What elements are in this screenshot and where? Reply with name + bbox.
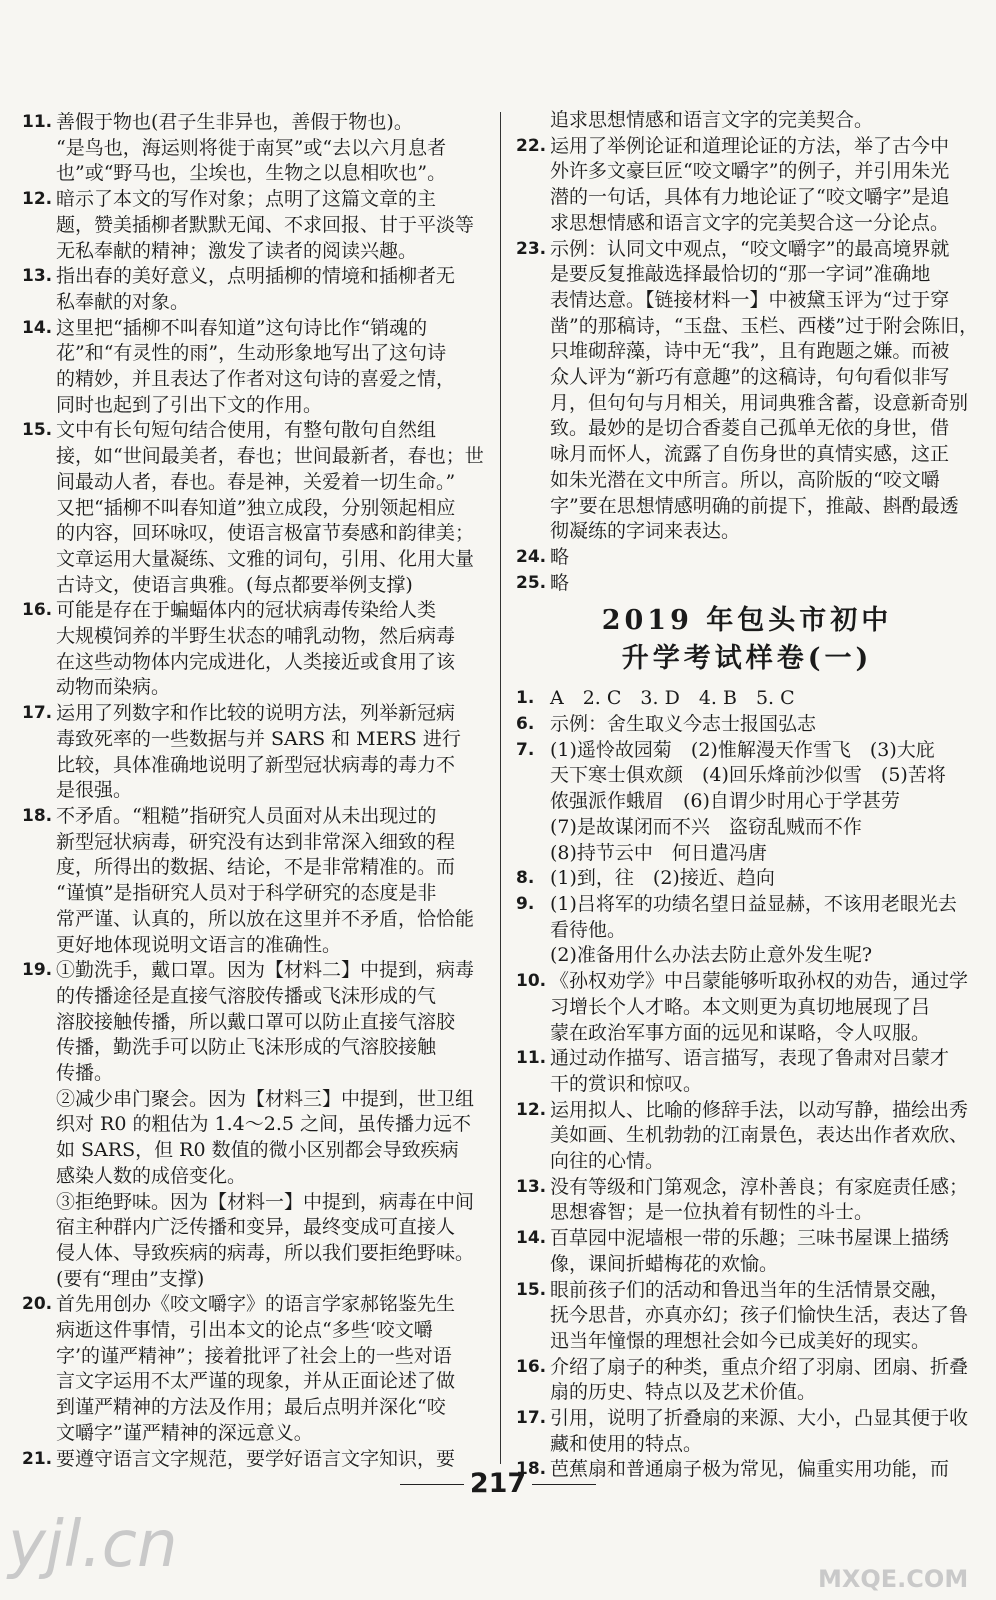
answer-line: 新型冠状病毒，研究没有达到非常深入细致的程: [56, 830, 456, 853]
answers-previous-section: [516, 108, 978, 596]
answer-number: 14.: [22, 317, 53, 338]
answer-item: [22, 701, 484, 804]
answer-number: 10.: [516, 971, 547, 992]
answer-line: 像，课间折蜡梅花的欢愉。: [550, 1252, 779, 1275]
answer-line: 文章运用大量凝练、文雅的词句，引用、化用大量: [56, 547, 475, 570]
answer-number: 12.: [516, 1099, 547, 1120]
answer-line: 是要反复推敲选择最恰切的“那一字词”准确地: [550, 263, 931, 286]
answer-item: [516, 866, 978, 892]
answer-number: 23.: [516, 238, 547, 259]
answer-line: 要遵守语言文字规范，要学好语言文字知识，要: [56, 1447, 456, 1470]
answer-line: 咏月而怀人，流露了自伤身世的真情实感，这正: [550, 443, 950, 466]
answer-number: 20.: [22, 1294, 53, 1315]
answer-line: 私奉献的对象。: [56, 290, 190, 313]
answers-new-section: [516, 686, 978, 1483]
answer-item: [516, 1046, 978, 1097]
answer-line: 题，赞美插柳者默默无闻、不求回报、甘于平淡等: [56, 213, 475, 236]
answer-line: 引用，说明了折叠扇的来源、大小，凸显其便于收: [550, 1407, 969, 1430]
answer-item: [516, 686, 978, 712]
answer-line: 大规模饲养的半野生状态的哺乳动物，然后病毒: [56, 625, 456, 648]
answer-line: 这里把“插柳不叫春知道”这句诗比作“销魂的: [56, 316, 428, 339]
answer-line: 向往的心情。: [550, 1150, 665, 1173]
answer-line: 百草园中泥墙根一带的乐趣；三味书屋课上描绣: [550, 1227, 950, 1250]
answer-number: 22.: [516, 135, 547, 156]
answer-line: 更好地体现说明文语言的准确性。: [56, 933, 342, 956]
answer-line: 的传播途径是直接气溶胶传播或飞沫形成的气: [56, 984, 437, 1007]
answer-line: 文中有长句短句结合使用，有整句散句自然组: [56, 419, 437, 442]
answer-number: 25.: [516, 572, 547, 593]
answer-number: 12.: [22, 189, 53, 210]
answer-number: 7.: [516, 739, 535, 760]
answer-line: 指出春的美好意义，点明插柳的情境和插柳者无: [56, 265, 456, 288]
answer-line: 是很强。: [56, 779, 133, 802]
answer-line: ③拒绝野味。因为【材料一】中提到，病毒在中间: [56, 1190, 475, 1213]
answer-line: 干的赏识和惊叹。: [550, 1072, 703, 1095]
answer-line: 的内容，回环咏叹，使语言极富节奏感和韵律美；: [56, 522, 475, 545]
answer-item: [516, 134, 978, 237]
answer-line: 致。最妙的是切合香菱自己孤单无依的身世，借: [550, 417, 950, 440]
answer-line: 无私奉献的精神；激发了读者的阅读兴趣。: [56, 239, 418, 262]
answer-item: [516, 1278, 978, 1355]
answer-line: 可能是存在于蝙蝠体内的冠状病毒传染给人类: [56, 599, 437, 622]
right-column: [516, 108, 978, 1483]
answer-line: 表情达意。【链接材料一】中被黛玉评为“过于穿: [550, 288, 950, 311]
answer-line: 接，如“世间最美者，春也；世间最新者，春也；世: [56, 445, 484, 468]
answer-number: 16.: [22, 600, 53, 621]
footer-rule-right: [532, 1484, 596, 1485]
answer-line: 芭蕉扇和普通扇子极为常见，偏重实用功能，而: [550, 1458, 950, 1481]
answer-item: [516, 571, 978, 597]
answer-line: “是鸟也，海运则将徙于南冥”或“去以六月息者: [56, 136, 447, 159]
answer-item: [516, 969, 978, 1046]
watermark-right: MXQE.COM: [818, 1565, 969, 1593]
answer-line: 潜的一句话，具体有力地论证了“咬文嚼字”是追: [550, 186, 950, 209]
answer-line: 间最动人者，春也。春是神，关爱着一切生命。”: [56, 470, 456, 493]
answer-number: 21.: [22, 1448, 53, 1469]
answer-number: 15.: [516, 1279, 547, 1300]
answer-item: [516, 237, 978, 545]
answer-line: 侬强派作蛾眉 (6)自谓少时用心于学甚劳: [550, 790, 900, 813]
answer-number: 16.: [516, 1356, 547, 1377]
answer-line: 花”和“有灵性的雨”，生动形象地写出了这句诗: [56, 342, 447, 365]
answer-line: 凿”的那稿诗，“玉盘、玉栏、西楼”过于附会陈旧，: [550, 314, 979, 337]
answer-number: 14.: [516, 1228, 547, 1249]
section-title-line-1: 2019 年包头市初中: [601, 605, 893, 637]
answer-item: [516, 1175, 978, 1226]
answer-number: 17.: [22, 703, 53, 724]
answer-number: 11.: [516, 1048, 547, 1069]
answer-line: 善假于物也(君子生非异也，善假于物也)。: [56, 111, 413, 133]
answer-line: 求思想情感和语言文字的完美契合这一分论点。: [550, 211, 950, 234]
answer-item: [516, 892, 978, 969]
answer-line: 迅当年憧憬的理想社会如今已成美好的现实。: [550, 1329, 931, 1352]
answer-line: ①勤洗手，戴口罩。因为【材料二】中提到，病毒: [56, 959, 475, 982]
answer-line: 抚今思昔，亦真亦幻；孩子们愉快生活，表达了鲁: [550, 1304, 969, 1327]
answer-item: [22, 958, 484, 1292]
answer-number: 13.: [516, 1176, 547, 1197]
answer-item: [516, 738, 978, 867]
answer-line: 天下寒士俱欢颜 (4)回乐烽前沙似雪 (5)苦将: [550, 764, 946, 787]
answer-line: 织对 R0 的粗估为 1.4～2.5 之间，虽传播力远不: [56, 1113, 471, 1136]
answer-line: 动物而染病。: [56, 676, 171, 699]
answer-line: 蒙在政治军事方面的远见和谋略，令人叹服。: [550, 1021, 931, 1044]
answer-line: 侵人体、导致疾病的病毒，所以我们要拒绝野味。: [56, 1241, 475, 1264]
answer-item: [22, 316, 484, 419]
answer-item: [22, 187, 484, 264]
answer-line: 略: [550, 571, 570, 594]
answer-line: 不矛盾。“粗糙”指研究人员面对从未出现过的: [56, 804, 437, 827]
section-title: [516, 602, 978, 678]
column-divider: [500, 112, 501, 1464]
answer-line: 运用了列数字和作比较的说明方法，列举新冠病: [56, 702, 456, 725]
answer-line: (7)是故谋闭而不兴 盗窃乱贼而不作: [550, 815, 862, 838]
answer-item: [22, 110, 484, 187]
answer-number: 15.: [22, 420, 53, 441]
answer-number: 8.: [516, 868, 535, 889]
answer-item: [516, 1406, 978, 1457]
answer-line: (1)遥怜故园菊 (2)惟解漫天作雪飞 (3)大庇: [550, 738, 935, 761]
answer-line: 宿主种群内广泛传播和变异，最终变成可直接人: [56, 1216, 456, 1239]
answer-line: 介绍了扇子的种类，重点介绍了羽扇、团扇、折叠: [550, 1355, 969, 1378]
answer-number: 11.: [22, 112, 53, 132]
answer-line: 略: [550, 545, 570, 568]
answer-line: 扇的历史、特点以及艺术价值。: [550, 1381, 817, 1404]
answer-item: [516, 1355, 978, 1406]
answer-item: [22, 598, 484, 701]
answer-line: 到谨严精神的方法及作用；最后点明并深化“咬: [56, 1396, 446, 1419]
answer-line: 如朱光潜在文中所言。所以，高阶版的“咬文嚼: [550, 468, 940, 491]
page-number: 217: [469, 1468, 527, 1499]
answer-line: 习增长个人才略。本文则更为真切地展现了吕: [550, 995, 931, 1018]
answer-line: 字’的谨严精神”；接着批评了社会上的一些对语: [56, 1344, 452, 1367]
answer-line: 在这些动物体内完成进化，人类接近或食用了该: [56, 650, 456, 673]
answer-line: 示例：认同文中观点，“咬文嚼字”的最高境界就: [550, 237, 950, 260]
answer-line: 言文字运用不太严谨的现象，并从正面论述了做: [56, 1370, 456, 1393]
answer-line: 思想睿智；是一位执着有韧性的斗士。: [550, 1201, 874, 1224]
answer-line: 眼前孩子们的活动和鲁迅当年的生活情景交融，: [550, 1278, 950, 1301]
answer-line: 示例：舍生取义今志士报国弘志: [550, 713, 817, 736]
answer-line: 度，所得出的数据、结论，不是非常精准的。而: [56, 856, 456, 879]
answer-number: 1.: [516, 688, 535, 709]
answer-line: ②减少串门聚会。因为【材料三】中提到，世卫组: [56, 1087, 475, 1110]
answer-line: 首先用创办《咬文嚼字》的语言学家郝铭鉴先生: [56, 1293, 456, 1316]
answer-number: 19.: [22, 960, 53, 981]
answer-line: 运用拟人、比喻的修辞手法，以动写静，描绘出秀: [550, 1098, 969, 1121]
answer-line: (2)准备用什么办法去防止意外发生呢?: [550, 944, 873, 967]
answer-item: [22, 418, 484, 598]
section-title-line-2: 升学考试样卷(一): [621, 643, 873, 675]
answer-line: 只堆砌辞藻，诗中无“我”，且有跑题之嫌。而被: [550, 340, 950, 363]
answer-line: (1)吕将军的功绩名望日益显赫，不该用老眼光去: [550, 892, 957, 915]
answer-item: [516, 1226, 978, 1277]
answer-line: 古诗文，使语言典雅。(每点都要举例支撑): [56, 573, 413, 596]
answer-number: 13.: [22, 266, 53, 287]
answer-line: 又把“插柳不叫春知道”独立成段，分别领起相应: [56, 496, 456, 519]
answer-line: 通过动作描写、语言描写，表现了鲁肃对吕蒙才: [550, 1047, 950, 1070]
answer-line: 常严谨、认真的，所以放在这里并不矛盾，恰恰能: [56, 907, 475, 930]
answer-line: 也”或“野马也，尘埃也，生物之以息相吹也”。: [56, 162, 447, 185]
answer-line: “谨慎”是指研究人员对于科学研究的态度是非: [56, 882, 437, 905]
answer-line: 传播，勤洗手可以防止飞沫形成的气溶胶接触: [56, 1036, 437, 1059]
answer-line: (8)持节云中 何日遣冯唐: [550, 841, 767, 864]
answer-line: 文嚼字”谨严精神的深远意义。: [56, 1421, 313, 1444]
answer-line: 病逝这件事情，引出本文的论点“多些‘咬文嚼: [56, 1319, 433, 1342]
answer-item: [516, 545, 978, 571]
answer-number: 24.: [516, 546, 547, 567]
answer-item: [22, 1292, 484, 1446]
answer-line: 没有等级和门第观念，淳朴善良；有家庭责任感；: [550, 1175, 969, 1198]
answer-line: 看待他。: [550, 918, 627, 941]
answer-line: 月，但句句与月相关，用词典雅含蓄，设意新奇别: [550, 391, 969, 414]
answer-line: A 2. C 3. D 4. B 5. C: [550, 687, 795, 710]
answer-line: 藏和使用的特点。: [550, 1432, 703, 1455]
answer-line: 毒致死率的一些数据与并 SARS 和 MERS 进行: [56, 727, 461, 750]
answer-item: [516, 108, 978, 134]
answer-line: 的精妙，并且表达了作者对这句诗的喜爱之情，: [56, 368, 456, 391]
answer-item: [22, 804, 484, 958]
answer-item: [516, 712, 978, 738]
answer-line: 追求思想情感和语言文字的完美契合。: [550, 109, 874, 131]
answer-line: 感染人数的成倍变化。: [56, 1164, 247, 1187]
answer-line: 溶胶接触传播，所以戴口罩可以防止直接气溶胶: [56, 1010, 456, 1033]
answer-line: 众人评为“新巧有意趣”的这稿诗，句句看似非写: [550, 366, 950, 389]
answer-line: 字”要在思想情感明确的前提下，推敲、斟酌最透: [550, 494, 959, 517]
answer-line: 美如画、生机勃勃的江南景色，表达出作者欢欣、: [550, 1124, 969, 1147]
answer-line: (要有“理由”支撑): [56, 1267, 205, 1290]
answer-number: 18.: [516, 1459, 547, 1480]
answer-line: 传播。: [56, 1062, 114, 1085]
answer-line: 同时也起到了引出下文的作用。: [56, 393, 323, 416]
answer-number: 9.: [516, 893, 535, 914]
watermark-left: yjl.cn: [8, 1508, 178, 1582]
left-column: [22, 110, 484, 1472]
answer-line: (1)到，往 (2)接近、趋向: [550, 867, 775, 890]
answer-line: 彻凝练的字词来表达。: [550, 520, 741, 543]
answer-line: 如 SARS，但 R0 数值的微小区别都会导致疾病: [56, 1139, 459, 1162]
answer-line: 运用了举例论证和道理论证的方法，举了古今中: [550, 134, 950, 157]
answer-line: 比较，具体准确地说明了新型冠状病毒的毒力不: [56, 753, 456, 776]
answer-item: [516, 1098, 978, 1175]
answer-line: 《孙权劝学》中吕蒙能够听取孙权的劝告，通过学: [550, 970, 969, 993]
answer-number: 17.: [516, 1408, 547, 1429]
answer-number: 18.: [22, 805, 53, 826]
answer-line: 暗示了本文的写作对象；点明了这篇文章的主: [56, 188, 437, 211]
answer-item: [22, 264, 484, 315]
answer-number: 6.: [516, 714, 535, 735]
answer-line: 外许多文豪巨匠“咬文嚼字”的例子，并引用朱光: [550, 160, 950, 183]
